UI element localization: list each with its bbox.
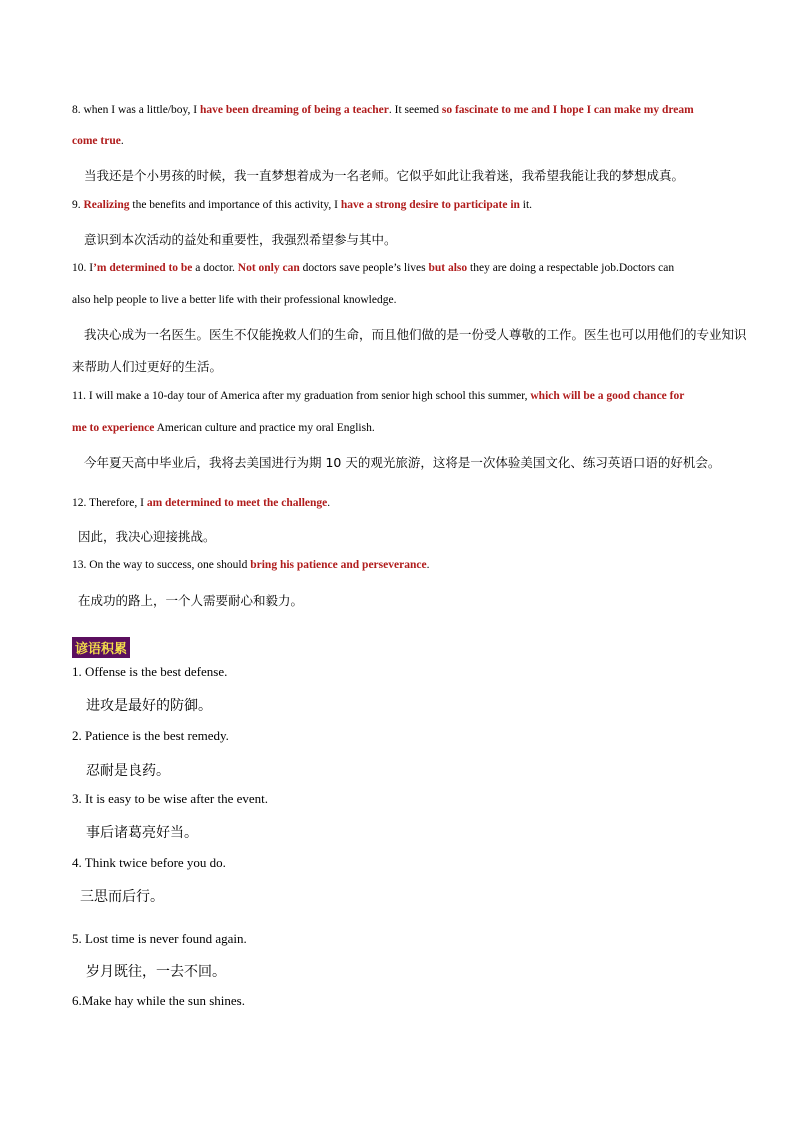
text: . It seemed	[388, 104, 442, 116]
highlight: which will be a good chance for	[530, 390, 685, 402]
highlight: ’m determined to be	[93, 262, 193, 274]
sentence-11-line-2	[72, 422, 724, 434]
sentence-11-line-1	[72, 390, 724, 402]
text: 10. I	[72, 262, 94, 274]
text: .	[327, 497, 331, 509]
text: 13. On the way to success, one should	[72, 559, 251, 571]
proverb-2-zh: 忍耐是良药。	[86, 763, 170, 779]
proverb-2-en: 2. Patience is the best remedy.	[72, 728, 229, 743]
highlight: bring his patience and perseverance	[250, 559, 427, 571]
proverb-5-zh: 岁月既往，一去不回。	[86, 964, 226, 980]
section-title-badge: 谚语积累	[72, 637, 130, 658]
translation-9: 意识到本次活动的益处和重要性，我强烈希望参与其中。	[84, 232, 397, 247]
text: doctors save people’s lives	[299, 262, 429, 274]
translation-11: 今年夏天高中毕业后，我将去美国进行为期 10 天的观光旅游，这将是一次体验美国文化、练习英语口语的好机会。	[84, 455, 721, 470]
proverb-3-zh: 事后诸葛亮好当。	[86, 825, 198, 841]
translation-8: 当我还是个小男孩的时候，我一直梦想着成为一名老师。它似乎如此让我着迷，我希望我能让我的梦想成真。	[84, 168, 685, 183]
text: they are doing a respectable job.Doctors can	[467, 262, 675, 274]
translation-10-line-1: 我决心成为一名医生。医生不仅能挽救人们的生命，而且他们做的是一份受人尊敬的工作。医生也可以用他们的专业知识	[84, 327, 747, 342]
text: American culture and practice my oral English.	[154, 422, 375, 434]
proverb-4-zh: 三思而后行。	[80, 889, 164, 905]
text: 9.	[72, 199, 84, 211]
highlight: Realizing	[83, 199, 130, 211]
proverb-4-en: 4. Think twice before you do.	[72, 855, 226, 870]
highlight: come true	[72, 135, 121, 147]
highlight: am determined to meet the challenge	[146, 497, 328, 509]
text: 12. Therefore, I	[72, 497, 147, 509]
proverb-3-en: 3. It is easy to be wise after the event.	[72, 791, 269, 806]
sentence-10-line-1	[72, 262, 724, 274]
proverb-5-en: 5. Lost time is never found again.	[72, 931, 247, 946]
sentence-8-line-2	[72, 135, 724, 147]
highlight: have a strong desire to participate in	[340, 199, 520, 211]
sentence-8-line-1	[72, 104, 724, 116]
translation-10-line-2: 来帮助人们过更好的生活。	[72, 359, 223, 374]
sentence-10-line-2: also help people to live a better life with their professional knowledge.	[72, 294, 397, 306]
proverb-1-zh: 进攻是最好的防御。	[86, 698, 212, 714]
highlight: but also	[428, 262, 468, 274]
text: it.	[519, 199, 533, 211]
highlight: have been dreaming of being a teacher	[199, 104, 389, 116]
text: 11. I will make a 10-day tour of America after my graduation from senior high school this summer,	[72, 390, 531, 402]
text: the benefits and importance of this activity, I	[129, 199, 341, 211]
highlight: so fascinate to me and I hope I can make my dream	[441, 104, 694, 116]
sentence-9	[72, 199, 724, 211]
text: .	[120, 135, 124, 147]
proverb-1-en: 1. Offense is the best defense.	[72, 664, 228, 679]
translation-12: 因此，我决心迎接挑战。	[78, 529, 216, 544]
sentence-12	[72, 497, 724, 509]
sentence-13	[72, 559, 724, 571]
text: 8. when I was a little/boy, I	[72, 104, 200, 116]
translation-13: 在成功的路上，一个人需要耐心和毅力。	[78, 593, 304, 608]
proverb-6-en: 6.Make hay while the sun shines.	[72, 993, 245, 1008]
text: a doctor.	[192, 262, 238, 274]
text: .	[426, 559, 430, 571]
highlight: Not only can	[237, 262, 300, 274]
highlight: me to experience	[72, 422, 155, 434]
